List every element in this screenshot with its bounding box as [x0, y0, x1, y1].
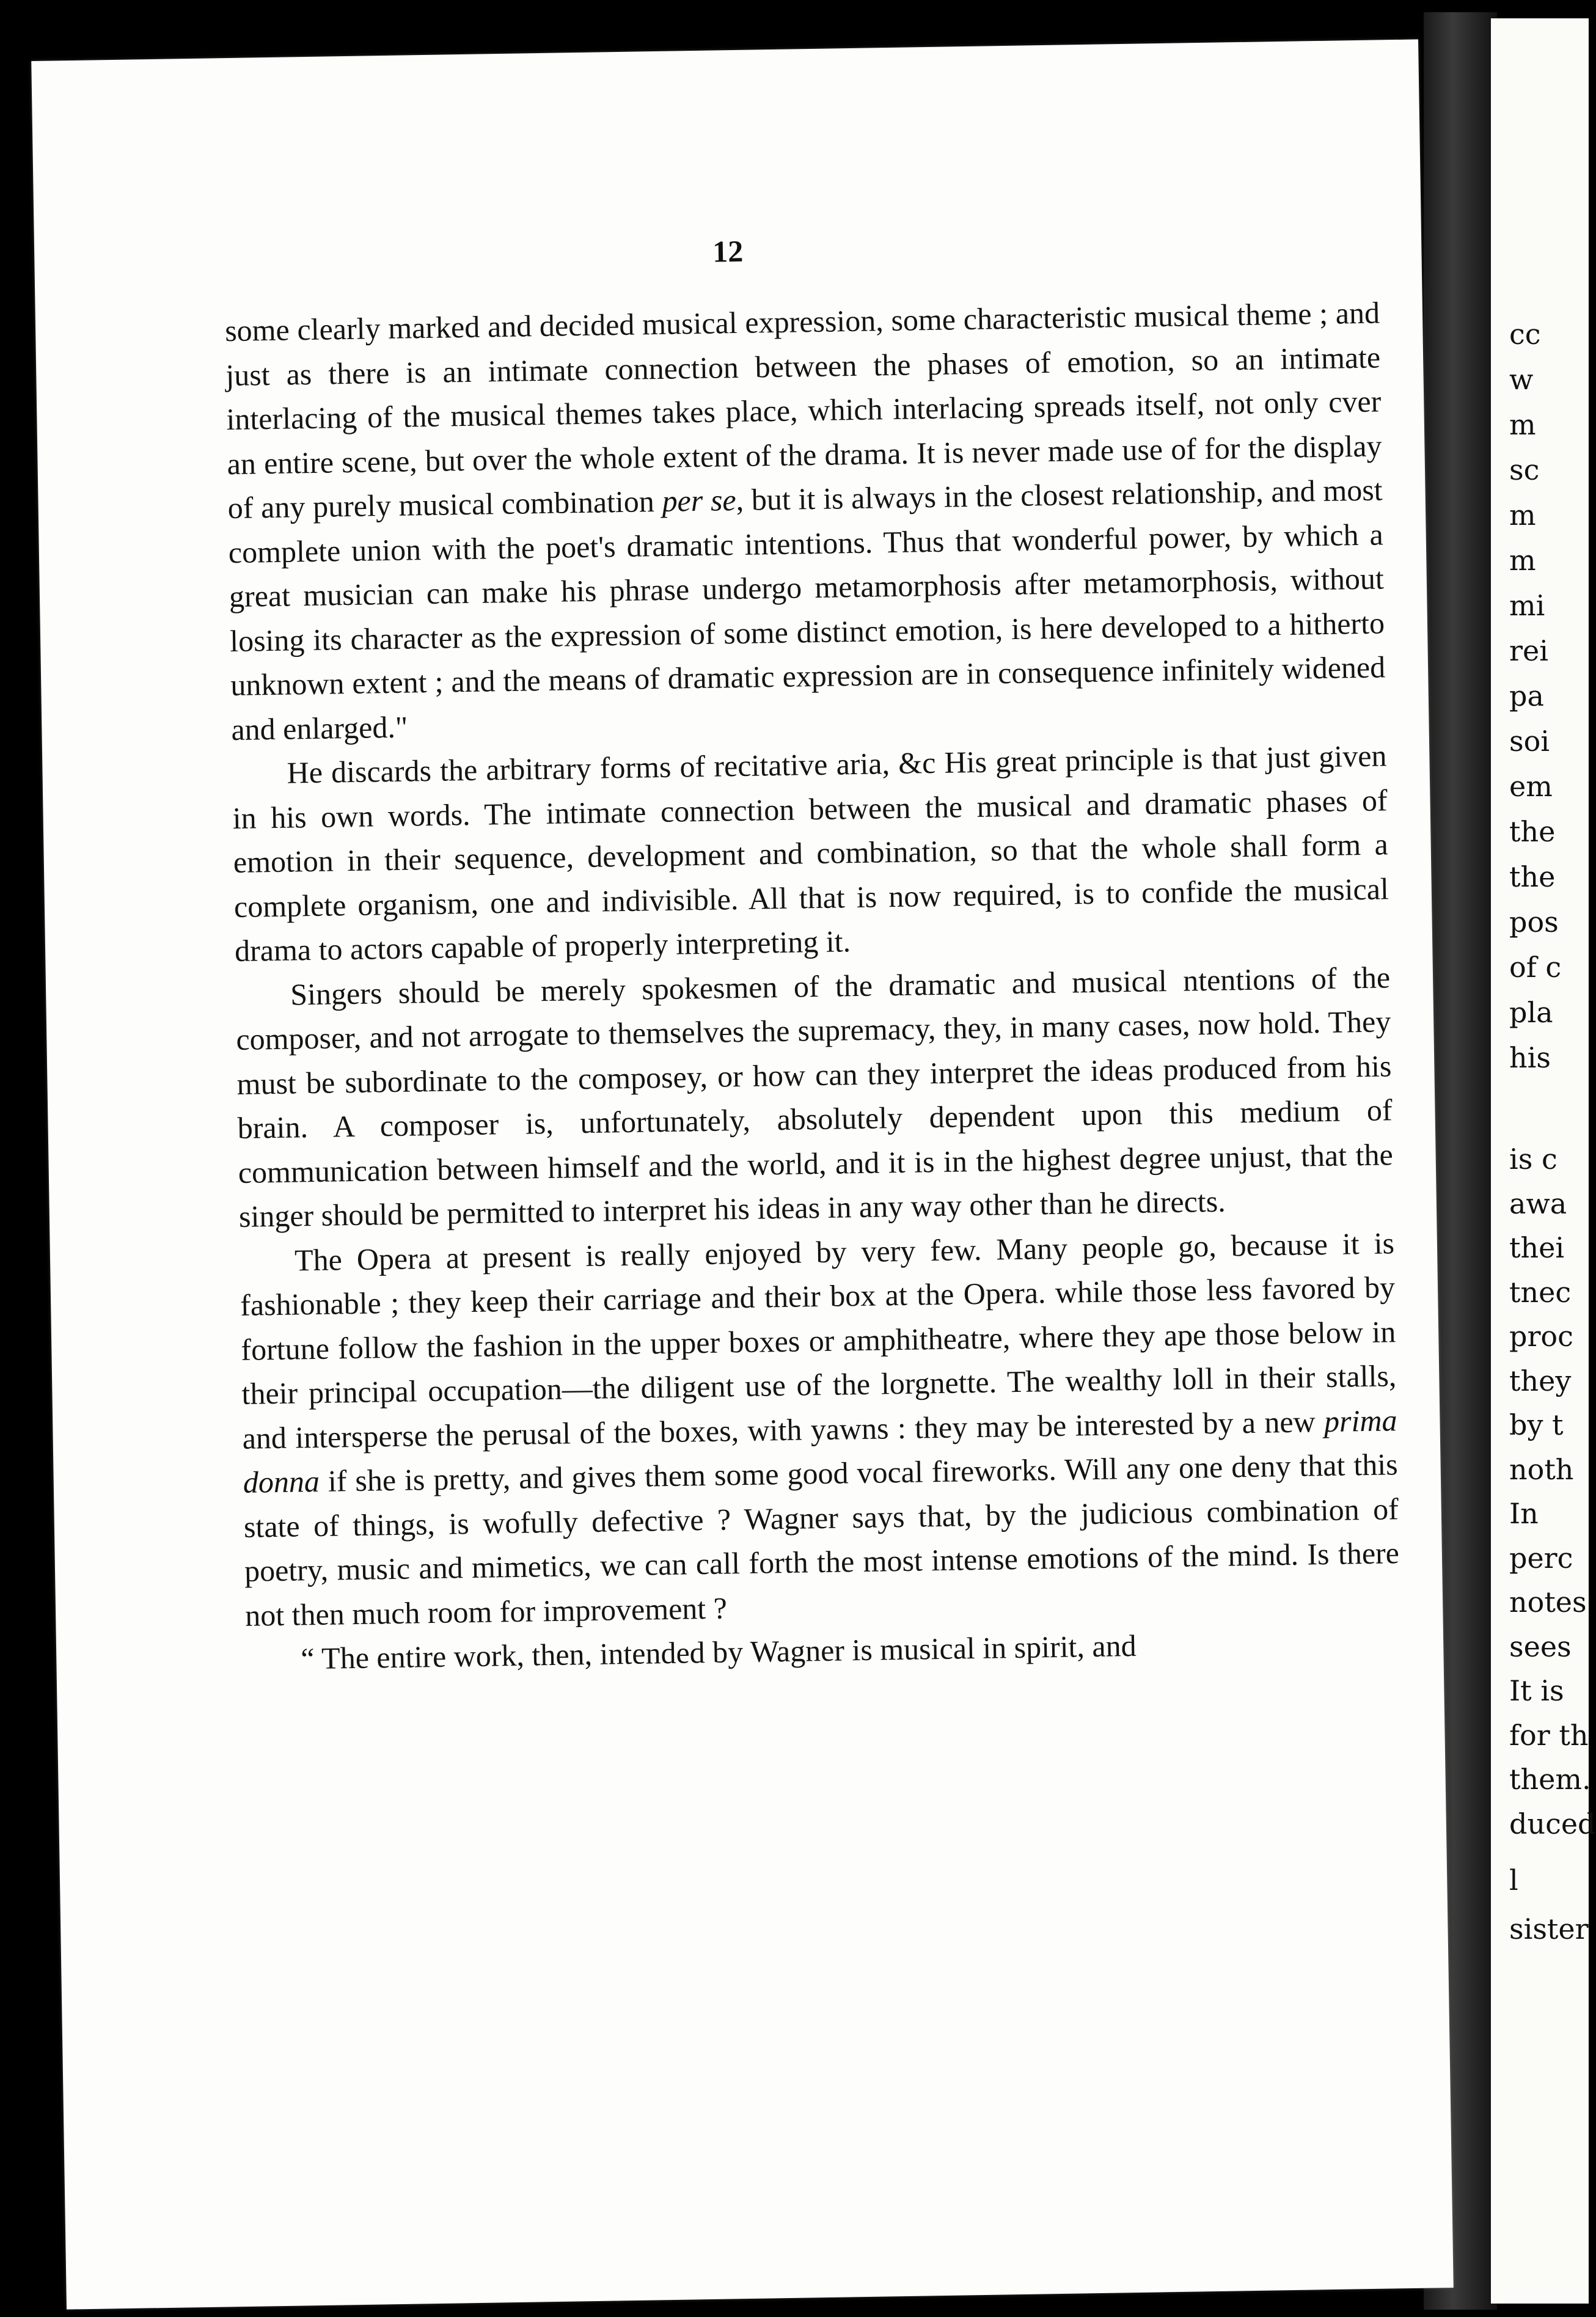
facing-page-text-fragment: proc	[1509, 1320, 1573, 1353]
italic-phrase-per-se: per se	[662, 483, 737, 518]
facing-page-text-fragment: pos	[1509, 906, 1559, 939]
facing-page-text-fragment: m	[1509, 544, 1536, 577]
facing-page-text-fragment: sc	[1509, 453, 1540, 486]
facing-page-text-fragment: rei	[1509, 634, 1548, 667]
facing-page-text-fragment: w	[1509, 363, 1534, 396]
italic-phrase-prima-donna: prima donna	[243, 1402, 1397, 1499]
text-run: He discards the arbitrary forms of recitative aria, &c His great principle is that just given in his own words. The intimate connection between the musical and dramatic phases of emotion in their sequence, development and combination, so that the whole shall form a complete organism, one and indivisible. All that is now required, is to confide the musical drama to actors capable of properly interpreting it.	[232, 738, 1389, 968]
facing-page-text-fragment: m	[1509, 408, 1536, 441]
facing-page-text-fragment: is c	[1509, 1143, 1558, 1176]
facing-page-text-fragment: em	[1509, 770, 1553, 803]
page-body-text	[225, 290, 1401, 1682]
facing-page-text-fragment: pla	[1509, 996, 1553, 1029]
text-run: “ The entire work, then, intended by Wagner is musical in spirit, and	[300, 1628, 1137, 1676]
facing-page-text-fragment: the	[1509, 860, 1556, 893]
facing-page-text-fragment: l	[1509, 1864, 1518, 1897]
facing-page-text-fragment: them.	[1509, 1763, 1591, 1796]
text-run: , but it is always in the closest relationship, and most complete union with the poet's dramatic intentions. Thus that wonderful power, by which a great musician can make his phrase undergo metamorphosis after metamorphosis, without losing its character as the expression of some distinct emotion, is here developed to a hitherto unknown extent ; and the means of dramatic expression are in consequence infinitely widened and enlarged."	[228, 472, 1386, 747]
facing-page-text-fragment: mi	[1509, 589, 1545, 622]
facing-page-text-fragment: awa	[1509, 1187, 1567, 1220]
facing-page-text-fragment: of c	[1509, 951, 1562, 984]
facing-page-text-fragment: m	[1509, 499, 1536, 532]
paragraph-1	[225, 290, 1386, 752]
facing-page-text-fragment: cc	[1509, 318, 1541, 351]
facing-page-text-fragment: notes	[1509, 1586, 1587, 1619]
facing-page-text-fragment: sees	[1509, 1630, 1572, 1663]
facing-page-text-fragment: sister	[1509, 1913, 1589, 1945]
facing-page-text-fragment: by t	[1509, 1408, 1564, 1441]
facing-page-text-fragment: soi	[1509, 725, 1550, 758]
book-page	[31, 39, 1454, 2309]
facing-page-text-fragment: perc	[1509, 1541, 1573, 1575]
text-run: if she is pretty, and gives them some good vocal fireworks. Will any one deny that this state of things, is wofully defective ? Wagner says that, by the judicious combination of poetry, music and mimetics, we can call forth the most intense emotions of the mind. Is there not then much room for improvement ?	[243, 1447, 1400, 1633]
facing-page-text-fragment: It is	[1509, 1674, 1564, 1707]
text-run: The Opera at present is really enjoyed by very few. Many people go, because it is fashionable ; they keep their carriage and their box at the Opera. while those less favored by fortune follow the fashion in the upper boxes or amphitheatre, where they ape those below in their principal occupation—the diligent use of the lorgnette. The wealthy loll in their stalls, and intersperse the perusal of the boxes, with yawns : they may be interested by a new	[240, 1225, 1397, 1455]
facing-page-text-fragment: for th	[1509, 1718, 1589, 1752]
paragraph-3	[235, 955, 1394, 1239]
facing-page-text-fragment: duced	[1509, 1807, 1596, 1840]
text-run: some clearly marked and decided musical expression, some characteristic musical theme ; and just as there is an intimate connection between the phases of emotion, so an intimate interlacing of the musical themes takes place, which interlacing spreads itself, not only cver an entire scene, but over the whole extent of the drama. It is never made use of for the display of any purely musical combination	[224, 295, 1382, 525]
facing-page-text-fragment: In	[1509, 1497, 1539, 1530]
facing-page-text-fragment: pa	[1509, 679, 1544, 712]
paragraph-4	[240, 1221, 1400, 1638]
facing-page-text-fragment: thei	[1509, 1231, 1565, 1264]
facing-page-text-fragment: his	[1509, 1041, 1551, 1074]
facing-page-text-fragment: they	[1509, 1364, 1572, 1397]
text-run: Singers should be merely spokesmen of the dramatic and musical ntentions of the composer, and not arrogate to themselves the supremacy, they, in many cases, now hold. They must be subordinate to the composey, or how can they interpret the ideas produced from his brain. A composer is, unfortunately, absolutely dependent upon this medium of communication between himself and the world, and it is in the highest degree unjust, that the singer should be permitted to interpret his ideas in any way other than he directs.	[235, 959, 1394, 1234]
facing-page-text-fragment: noth	[1509, 1452, 1574, 1486]
facing-page-edge	[1491, 18, 1596, 2304]
facing-page-text-fragment: the	[1509, 815, 1556, 848]
paragraph-2	[232, 733, 1389, 973]
page-number: 12	[712, 233, 744, 269]
facing-page-text-fragment: tnec	[1509, 1275, 1572, 1309]
